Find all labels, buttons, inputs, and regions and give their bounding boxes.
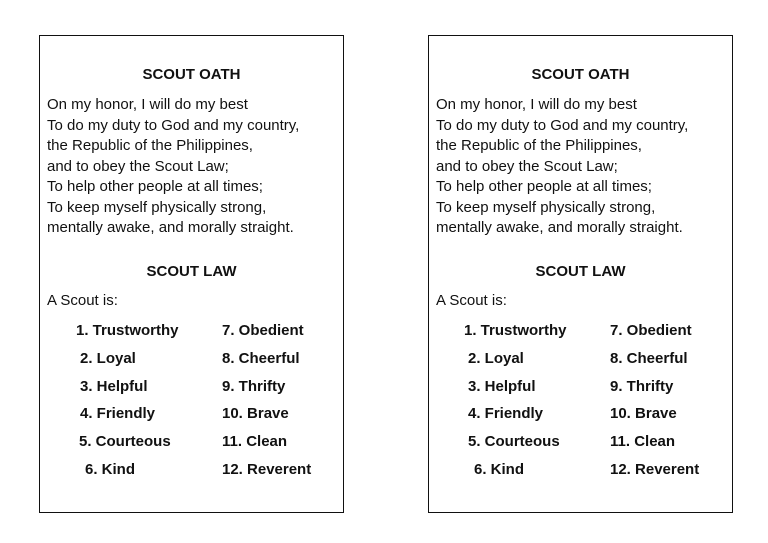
law-item: 10. Brave: [222, 405, 289, 422]
oath-line: On my honor, I will do my best: [436, 96, 637, 113]
law-item: 2. Loyal: [468, 350, 524, 367]
law-item: 9. Thrifty: [610, 378, 674, 395]
oath-title: SCOUT OATH: [142, 66, 241, 83]
oath-line: the Republic of the Philippines,: [436, 137, 642, 154]
oath-line: To keep myself physically strong,: [47, 198, 267, 216]
oath-line: To help other people at all times;: [47, 178, 263, 195]
oath-line: To do my duty to God and my country,: [436, 116, 689, 134]
law-item: 8. Cheerful: [222, 350, 300, 367]
law-item: 5. Courteous: [79, 433, 171, 450]
law-item: 12. Reverent: [610, 461, 700, 478]
oath-text: [47, 95, 343, 239]
oath-line: mentally awake, and morally straight.: [47, 219, 294, 236]
law-item: 6. Kind: [474, 461, 525, 478]
scout-card-right: [428, 35, 733, 513]
law-item: 8. Cheerful: [610, 350, 688, 367]
law-item: 11. Clean: [610, 433, 676, 450]
oath-line: the Republic of the Philippines,: [47, 137, 253, 154]
scout-card-left: [39, 35, 344, 513]
law-intro: A Scout is:: [436, 292, 507, 309]
law-item: 1. Trustworthy: [464, 322, 567, 339]
law-intro: A Scout is:: [47, 292, 118, 309]
law-item: 7. Obedient: [610, 322, 692, 339]
law-item: 3. Helpful: [468, 378, 536, 395]
law-item: 10. Brave: [610, 405, 677, 422]
law-item: 11. Clean: [222, 433, 288, 450]
oath-line: To keep myself physically strong,: [436, 198, 656, 216]
law-title: SCOUT LAW: [146, 263, 237, 280]
law-item: 2. Loyal: [80, 350, 136, 367]
law-item: 9. Thrifty: [222, 378, 286, 395]
oath-title: SCOUT OATH: [531, 66, 630, 83]
oath-line: On my honor, I will do my best: [47, 96, 248, 113]
oath-line: To do my duty to God and my country,: [47, 116, 300, 134]
law-item: 7. Obedient: [222, 322, 304, 339]
law-item: 12. Reverent: [222, 461, 312, 478]
oath-line: and to obey the Scout Law;: [47, 157, 229, 175]
oath-text: [436, 95, 732, 239]
oath-line: and to obey the Scout Law;: [436, 157, 618, 175]
oath-line: To help other people at all times;: [436, 178, 652, 195]
law-title: SCOUT LAW: [535, 263, 626, 280]
law-item: 4. Friendly: [468, 405, 544, 422]
law-item: 3. Helpful: [80, 378, 148, 395]
oath-line: mentally awake, and morally straight.: [436, 219, 683, 236]
law-item: 5. Courteous: [468, 433, 560, 450]
law-item: 4. Friendly: [80, 405, 156, 422]
law-item: 1. Trustworthy: [76, 322, 179, 339]
law-item: 6. Kind: [85, 461, 136, 478]
